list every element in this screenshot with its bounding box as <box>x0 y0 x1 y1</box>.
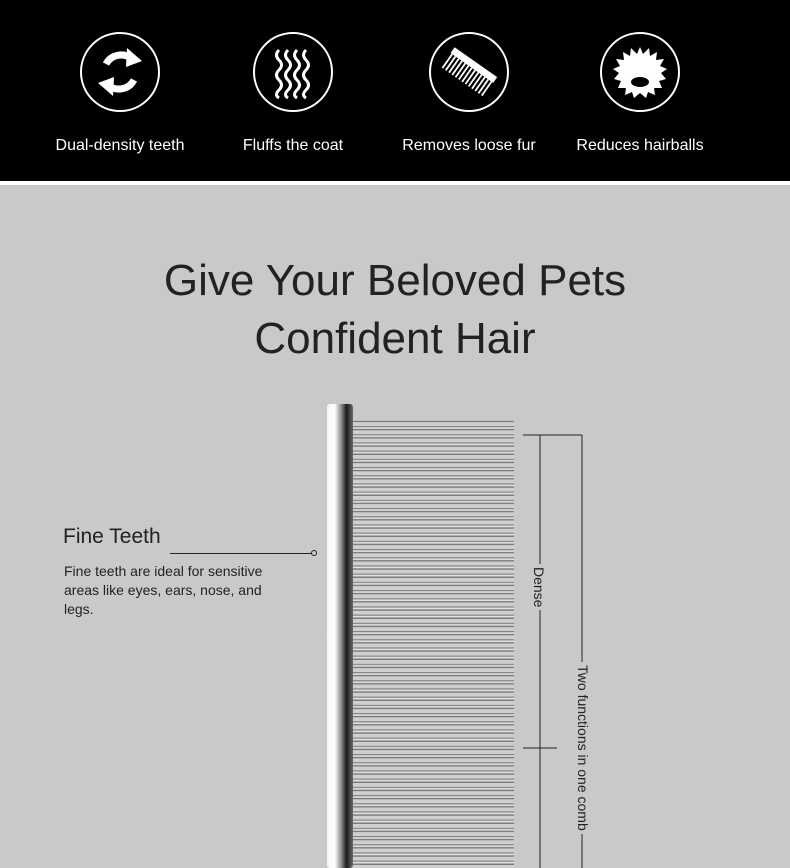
feature-label: Reduces hairballs <box>576 137 704 154</box>
feature-fluffs-coat <box>208 32 378 155</box>
comb-image <box>320 400 520 868</box>
feature-removes-fur <box>384 32 554 155</box>
feature-label: Fluffs the coat <box>242 137 344 154</box>
hairball-icon <box>600 32 680 112</box>
feature-banner <box>0 0 790 181</box>
callout-leader-dot <box>311 550 317 556</box>
feature-reduces-hairballs <box>555 32 725 155</box>
feature-label: Removes loose fur <box>402 137 536 154</box>
section-divider <box>0 181 790 185</box>
fine-teeth-title: Fine Teeth <box>63 525 161 548</box>
dense-label: Dense <box>531 564 547 610</box>
rotate-arrows-icon <box>80 32 160 112</box>
two-functions-label: Two functions in one comb <box>575 662 591 834</box>
callout-leader-line <box>170 553 314 554</box>
fine-teeth-description: Fine teeth are ideal for sensitive areas like eyes, ears, nose, and legs. <box>64 563 263 617</box>
title-line-1: Give Your Beloved Pets <box>163 256 627 305</box>
feature-dual-density <box>35 32 205 155</box>
title-line-2: Confident Hair <box>254 314 536 363</box>
comb-icon <box>429 32 509 112</box>
page-title <box>0 252 790 368</box>
wavy-lines-icon <box>253 32 333 112</box>
feature-label: Dual-density teeth <box>55 137 185 154</box>
